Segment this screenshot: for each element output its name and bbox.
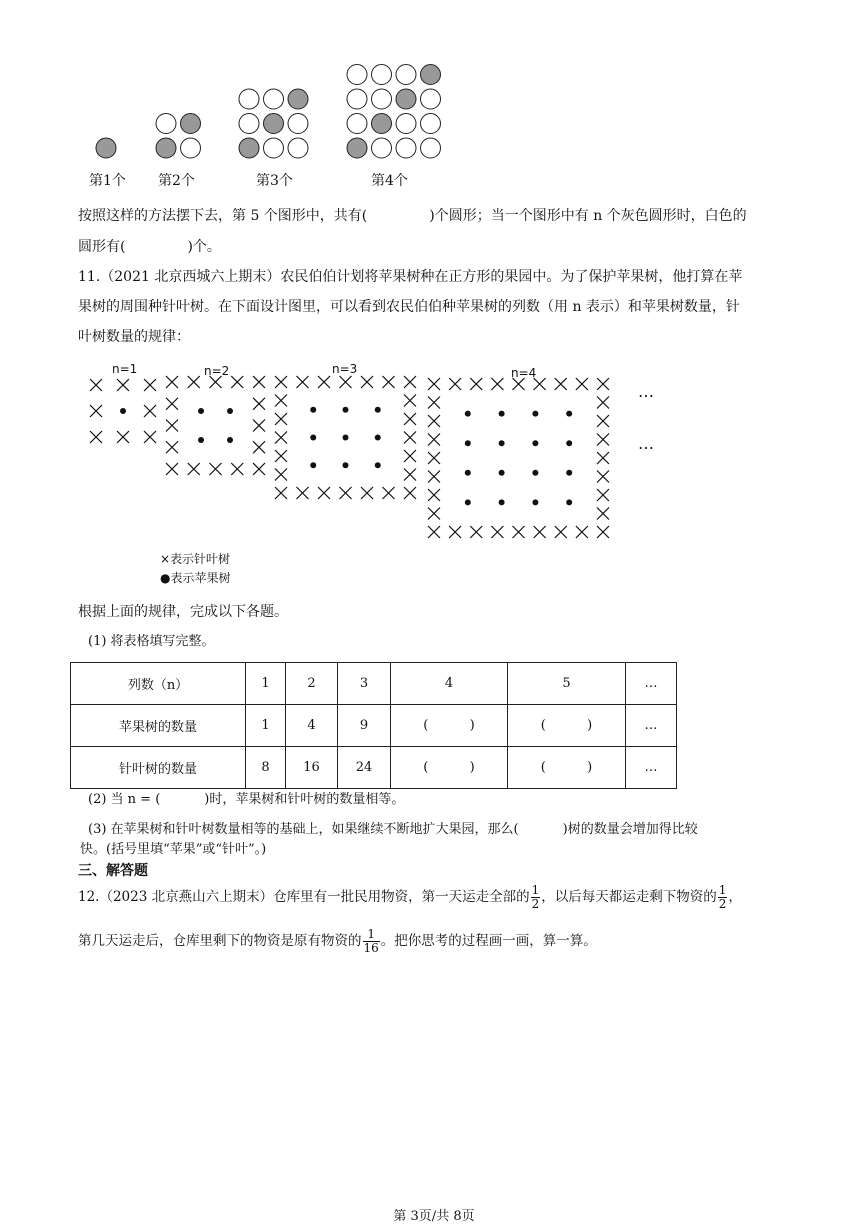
gray-circle (347, 138, 367, 158)
pine-tree-mark (166, 441, 178, 453)
pine-tree-mark (253, 376, 265, 388)
pine-tree-mark (597, 415, 609, 427)
white-circle (347, 65, 367, 85)
row-label: 苹果树的数量 (71, 705, 246, 747)
apple-tree-mark (343, 462, 349, 468)
pine-tree-mark (428, 471, 440, 483)
q11-sub2: (2) 当 n = ( )时，苹果树和针叶树的数量相等。 (88, 792, 405, 807)
q12-line1: 12.（2023 北京燕山六上期末）仓库里有一批民用物资，第一天运走全部的 $\frac{1}{2}$ ，以后每天都运走剩下物资的 $\frac{1}{2}$ ， (78, 883, 742, 911)
n-label-3: n=3 (332, 362, 358, 376)
apple-tree-mark (120, 408, 126, 414)
pine-tree-mark (428, 452, 440, 464)
pine-tree-mark (491, 378, 503, 390)
pine-tree-mark (449, 526, 461, 538)
table-cell: … (626, 705, 677, 747)
pine-tree-mark (597, 397, 609, 409)
gray-circle (264, 114, 284, 134)
pine-tree-mark (597, 378, 609, 390)
answer-blank[interactable]: ( ) (508, 705, 626, 747)
apple-tree-mark (499, 440, 505, 446)
pine-tree-mark (597, 452, 609, 464)
white-circle (288, 138, 308, 158)
white-circle (396, 138, 416, 158)
q11-sub3-line1: (3) 在苹果树和针叶树数量相等的基础上，如果继续不断地扩大果园，那么( )树的数量会增加得比较 (88, 822, 698, 837)
pine-tree-mark (576, 378, 588, 390)
n-label-4: n=4 (511, 366, 537, 380)
pine-tree-mark (534, 526, 546, 538)
white-circle (372, 89, 392, 109)
table-col: 1 (246, 663, 286, 705)
white-circle (347, 89, 367, 109)
pine-tree-mark (253, 463, 265, 475)
white-circle (264, 89, 284, 109)
white-circle (421, 89, 441, 109)
table-cell: 1 (246, 705, 286, 747)
pine-tree-mark (340, 487, 352, 499)
pine-tree-mark (275, 469, 287, 481)
table-col: 4 (391, 663, 508, 705)
pine-tree-mark (428, 489, 440, 501)
white-circle (156, 114, 176, 134)
apple-tree-mark (465, 440, 471, 446)
white-circle (288, 114, 308, 134)
gray-circle (96, 138, 116, 158)
apple-tree-mark (532, 499, 538, 505)
table-cell: 9 (338, 705, 391, 747)
tree-count-table (70, 662, 677, 789)
apple-tree-mark (532, 470, 538, 476)
table-col: 5 (508, 663, 626, 705)
pine-tree-mark (210, 463, 222, 475)
pine-tree-mark (275, 413, 287, 425)
n-label-2: n=2 (204, 364, 230, 378)
white-circle (239, 89, 259, 109)
pattern-label-2: 第2个 (158, 173, 195, 189)
pine-tree-mark (513, 526, 525, 538)
pine-tree-mark (188, 463, 200, 475)
apple-tree-mark (532, 411, 538, 417)
pine-tree-mark (166, 398, 178, 410)
answer-blank[interactable]: ( ) (391, 705, 508, 747)
pine-tree-mark (491, 526, 503, 538)
pine-tree-mark (428, 397, 440, 409)
pine-tree-mark (383, 487, 395, 499)
pine-tree-mark (275, 487, 287, 499)
pine-tree-mark (597, 526, 609, 538)
pine-tree-mark (253, 398, 265, 410)
white-circle (181, 138, 201, 158)
pattern-label-4: 第4个 (371, 173, 408, 189)
apple-tree-mark (310, 407, 316, 413)
q11-line2: 果树的周围种针叶树。在下面设计图里，可以看到农民伯伯种苹果树的列数（用 n 表示）和苹果树数量，针 (78, 299, 740, 315)
table-cell: … (626, 747, 677, 789)
page-footer: 第 3页/共 8页 (393, 1209, 475, 1224)
pine-tree-mark (231, 376, 243, 388)
pine-tree-mark (117, 379, 129, 391)
gray-circle (239, 138, 259, 158)
gray-circle (156, 138, 176, 158)
table-cell: 24 (338, 747, 391, 789)
pine-tree-mark (597, 508, 609, 520)
pine-tree-mark (597, 471, 609, 483)
pine-tree-mark (253, 420, 265, 432)
table-cell: 16 (286, 747, 338, 789)
white-circle (264, 138, 284, 158)
pine-tree-mark (275, 432, 287, 444)
pine-tree-mark (166, 420, 178, 432)
apple-tree-mark (465, 411, 471, 417)
legend-pine: ×表示针叶树 (160, 552, 231, 566)
pine-tree-mark (117, 431, 129, 443)
section-title: 三、解答题 (78, 863, 148, 879)
pine-tree-mark (90, 405, 102, 417)
ellipsis-bottom: … (638, 434, 654, 453)
pine-tree-mark (318, 376, 330, 388)
table-col: … (626, 663, 677, 705)
q10-line2: 圆形有( )个。 (78, 239, 221, 255)
pine-tree-mark (576, 526, 588, 538)
white-circle (421, 138, 441, 158)
apple-tree-mark (198, 408, 204, 414)
apple-tree-mark (566, 411, 572, 417)
pine-tree-mark (428, 508, 440, 520)
pine-tree-mark (144, 431, 156, 443)
apple-tree-mark (198, 437, 204, 443)
apple-tree-mark (499, 499, 505, 505)
answer-blank[interactable]: ( ) (508, 747, 626, 789)
pine-tree-mark (144, 405, 156, 417)
legend-apple: ●表示苹果树 (160, 571, 231, 585)
white-circle (239, 114, 259, 134)
white-circle (372, 65, 392, 85)
orchard-figure (0, 355, 700, 545)
fraction-half: $\frac{1}{2}$ (718, 883, 727, 911)
apple-tree-mark (375, 462, 381, 468)
apple-tree-mark (465, 499, 471, 505)
ellipsis-top: … (638, 382, 654, 401)
apple-tree-mark (343, 407, 349, 413)
table-col: 2 (286, 663, 338, 705)
answer-blank[interactable]: ( ) (391, 747, 508, 789)
pine-tree-mark (597, 489, 609, 501)
white-circle (347, 114, 367, 134)
q11-line3: 叶树数量的规律： (78, 329, 190, 345)
pine-tree-mark (404, 376, 416, 388)
apple-tree-mark (566, 440, 572, 446)
table-cell: 8 (246, 747, 286, 789)
fraction-half: $\frac{1}{2}$ (531, 883, 540, 911)
pine-tree-mark (275, 450, 287, 462)
table-header-label: 列数（n） (71, 663, 246, 705)
pine-tree-mark (404, 469, 416, 481)
pine-tree-mark (555, 526, 567, 538)
table-col: 3 (338, 663, 391, 705)
pine-tree-mark (275, 376, 287, 388)
q11-line1: 11.（2021 北京西城六上期末）农民伯伯计划将苹果树种在正方形的果园中。为了保护苹果树，他打算在苹 (78, 269, 743, 285)
pine-tree-mark (188, 376, 200, 388)
pine-tree-mark (404, 395, 416, 407)
pine-tree-mark (90, 431, 102, 443)
apple-tree-mark (227, 408, 233, 414)
pine-tree-mark (449, 378, 461, 390)
row-label: 针叶树的数量 (71, 747, 246, 789)
white-circle (421, 114, 441, 134)
white-circle (396, 114, 416, 134)
pine-tree-mark (470, 378, 482, 390)
apple-tree-mark (465, 470, 471, 476)
apple-tree-mark (566, 470, 572, 476)
table-row (71, 747, 677, 789)
gray-circle (372, 114, 392, 134)
pine-tree-mark (166, 376, 178, 388)
apple-tree-mark (227, 437, 233, 443)
n-label-1: n=1 (112, 362, 138, 376)
pine-tree-mark (144, 379, 156, 391)
apple-tree-mark (310, 462, 316, 468)
pine-tree-mark (404, 450, 416, 462)
table-row (71, 705, 677, 747)
q11-sub3-line2: 快。(括号里填“苹果”或“针叶”。) (80, 842, 267, 857)
pine-tree-mark (428, 526, 440, 538)
pine-tree-mark (253, 441, 265, 453)
white-circle (396, 65, 416, 85)
pine-tree-mark (383, 376, 395, 388)
circle-pattern-figure (0, 0, 868, 200)
apple-tree-mark (375, 435, 381, 441)
table-cell: 4 (286, 705, 338, 747)
pine-tree-mark (318, 487, 330, 499)
q12-line2: 第几天运走后，仓库里剩下的物资是原有物资的 $\frac{1}{16}$ 。把你思考的过程画一画，算一算。 (78, 927, 597, 955)
fraction-sixteenth: $\frac{1}{16}$ (363, 927, 379, 955)
pine-tree-mark (555, 378, 567, 390)
pine-tree-mark (470, 526, 482, 538)
q11-sub1: (1) 将表格填写完整。 (88, 634, 215, 649)
gray-circle (396, 89, 416, 109)
pine-tree-mark (428, 415, 440, 427)
pine-tree-mark (404, 432, 416, 444)
pine-tree-mark (428, 434, 440, 446)
pine-tree-mark (361, 487, 373, 499)
pine-tree-mark (231, 463, 243, 475)
pine-tree-mark (597, 434, 609, 446)
pine-tree-mark (297, 376, 309, 388)
pine-tree-mark (275, 395, 287, 407)
pine-tree-mark (404, 487, 416, 499)
apple-tree-mark (499, 411, 505, 417)
gray-circle (288, 89, 308, 109)
pine-tree-mark (340, 376, 352, 388)
apple-tree-mark (343, 435, 349, 441)
apple-tree-mark (310, 435, 316, 441)
gray-circle (421, 65, 441, 85)
white-circle (372, 138, 392, 158)
apple-tree-mark (532, 440, 538, 446)
pine-tree-mark (166, 463, 178, 475)
pattern-label-3: 第3个 (256, 173, 293, 189)
pine-tree-mark (404, 413, 416, 425)
pattern-label-1: 第1个 (89, 173, 126, 189)
q11-intro: 根据上面的规律，完成以下各题。 (78, 604, 288, 620)
q10-line1: 按照这样的方法摆下去，第 5 个图形中，共有( )个圆形；当一个图形中有 n 个灰色圆形时，白色的 (78, 208, 747, 224)
pine-tree-mark (297, 487, 309, 499)
pine-tree-mark (428, 378, 440, 390)
gray-circle (181, 114, 201, 134)
apple-tree-mark (499, 470, 505, 476)
table-row (71, 663, 677, 705)
apple-tree-mark (566, 499, 572, 505)
pine-tree-mark (90, 379, 102, 391)
apple-tree-mark (375, 407, 381, 413)
pine-tree-mark (361, 376, 373, 388)
